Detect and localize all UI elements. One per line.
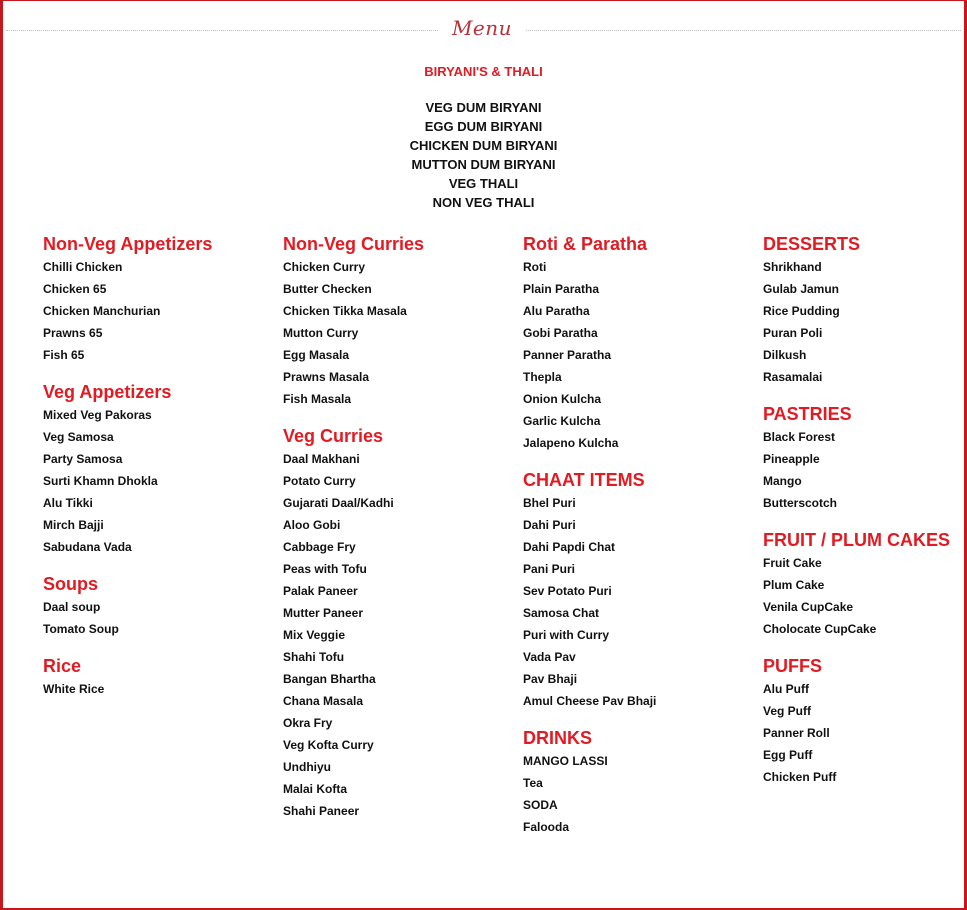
menu-item: Tomato Soup (43, 622, 119, 636)
menu-item: Undhiyu (283, 760, 331, 774)
section-title: CHAAT ITEMS (523, 470, 645, 490)
menu-item: Vada Pav (523, 650, 576, 664)
featured-item: MUTTON DUM BIRYANI (411, 157, 556, 172)
menu-item: Dahi Papdi Chat (523, 540, 616, 554)
menu-item: Bhel Puri (523, 496, 576, 510)
menu-item: Mirch Bajji (43, 518, 104, 532)
menu-item: Plain Paratha (523, 282, 600, 296)
menu-item: Mixed Veg Pakoras (43, 408, 152, 422)
menu-title: Menu (451, 16, 513, 40)
section-title: FRUIT / PLUM CAKES (763, 530, 950, 550)
menu-item: Aloo Gobi (283, 518, 341, 532)
section-item-list (763, 426, 963, 514)
menu-column-4 (763, 232, 963, 802)
menu-section (43, 572, 263, 640)
section-title: Veg Appetizers (43, 382, 172, 402)
menu-section (763, 528, 963, 640)
menu-item: Venila CupCake (763, 600, 854, 614)
menu-item: Chicken Manchurian (43, 304, 161, 318)
menu-item: Pineapple (763, 452, 820, 466)
featured-title: BIRYANI'S & THALI (424, 64, 543, 79)
menu-item: Rasamalai (763, 370, 823, 384)
section-item-list (283, 448, 503, 822)
menu-section (523, 468, 743, 712)
menu-item: Panner Roll (763, 726, 830, 740)
menu-item: Party Samosa (43, 452, 123, 466)
menu-item: Mutton Curry (283, 326, 359, 340)
menu-item: Pani Puri (523, 562, 576, 576)
menu-item: Cholocate CupCake (763, 622, 877, 636)
menu-item: Sabudana Vada (43, 540, 132, 554)
menu-item: Jalapeno Kulcha (523, 436, 619, 450)
menu-item: Alu Puff (763, 682, 809, 696)
menu-item: Shahi Tofu (283, 650, 345, 664)
menu-column-3 (523, 232, 743, 852)
menu-item: Veg Samosa (43, 430, 114, 444)
menu-item: Gobi Paratha (523, 326, 598, 340)
menu-item: Surti Khamn Dhokla (43, 474, 158, 488)
header-divider-left (6, 30, 438, 31)
menu-item: Shahi Paneer (283, 804, 360, 818)
section-title: Rice (43, 656, 82, 676)
section-item-list (523, 256, 743, 454)
menu-item: Daal soup (43, 600, 101, 614)
menu-item: Fish 65 (43, 348, 85, 362)
section-title: PUFFS (763, 656, 823, 676)
menu-column-1 (43, 232, 263, 714)
featured-item: VEG DUM BIRYANI (425, 100, 542, 115)
menu-item: Chicken Puff (763, 770, 837, 784)
menu-item: Chilli Chicken (43, 260, 123, 274)
menu-item: Shrikhand (763, 260, 822, 274)
section-title: Non-Veg Appetizers (43, 234, 213, 254)
menu-item: Veg Puff (763, 704, 812, 718)
menu-item: Daal Makhani (283, 452, 360, 466)
menu-section (283, 424, 503, 822)
section-item-list (523, 750, 743, 838)
menu-column-2 (283, 232, 503, 836)
featured-list (0, 98, 967, 212)
menu-item: Prawns 65 (43, 326, 103, 340)
menu-item: Prawns Masala (283, 370, 370, 384)
featured-item: CHICKEN DUM BIRYANI (409, 138, 558, 153)
menu-section (523, 726, 743, 838)
section-item-list (523, 492, 743, 712)
menu-item: Cabbage Fry (283, 540, 356, 554)
section-title: Veg Curries (283, 426, 384, 446)
menu-header (6, 14, 961, 44)
menu-item: Palak Paneer (283, 584, 358, 598)
menu-section (43, 232, 263, 366)
menu-item: Tea (523, 776, 543, 790)
menu-item: Samosa Chat (523, 606, 600, 620)
menu-item: Alu Tikki (43, 496, 93, 510)
menu-item: Onion Kulcha (523, 392, 601, 406)
menu-item: Sev Potato Puri (523, 584, 612, 598)
menu-item: Mango (763, 474, 802, 488)
menu-item: SODA (523, 798, 558, 812)
section-item-list (43, 596, 263, 640)
menu-item: Plum Cake (763, 578, 825, 592)
section-item-list (43, 404, 263, 558)
menu-section (523, 232, 743, 454)
featured-item: EGG DUM BIRYANI (424, 119, 543, 134)
menu-item: Black Forest (763, 430, 836, 444)
section-title: DRINKS (523, 728, 593, 748)
section-item-list (763, 552, 963, 640)
section-item-list (43, 256, 263, 366)
menu-item: Potato Curry (283, 474, 356, 488)
menu-item: Fruit Cake (763, 556, 822, 570)
menu-item: Panner Paratha (523, 348, 612, 362)
menu-item: Butterscotch (763, 496, 838, 510)
section-item-list (43, 678, 263, 700)
menu-item: White Rice (43, 682, 105, 696)
menu-item: Puran Poli (763, 326, 823, 340)
menu-item: Gujarati Daal/Kadhi (283, 496, 394, 510)
menu-item: Dilkush (763, 348, 807, 362)
menu-item: Egg Masala (283, 348, 350, 362)
menu-section (283, 232, 503, 410)
menu-item: Egg Puff (763, 748, 813, 762)
menu-item: Fish Masala (283, 392, 352, 406)
menu-item: Chana Masala (283, 694, 364, 708)
menu-item: Chicken Tikka Masala (283, 304, 407, 318)
menu-item: Mix Veggie (283, 628, 346, 642)
featured-section (0, 62, 967, 212)
featured-item: NON VEG THALI (432, 195, 535, 210)
menu-item: Mutter Paneer (283, 606, 364, 620)
menu-section (763, 402, 963, 514)
section-title: DESSERTS (763, 234, 861, 254)
menu-item: Bangan Bhartha (283, 672, 376, 686)
menu-item: Amul Cheese Pav Bhaji (523, 694, 657, 708)
menu-item: Chicken 65 (43, 282, 107, 296)
menu-item: Falooda (523, 820, 570, 834)
menu-item: Rice Pudding (763, 304, 840, 318)
menu-item: Garlic Kulcha (523, 414, 601, 428)
menu-section (763, 654, 963, 788)
section-item-list (763, 678, 963, 788)
menu-section (43, 380, 263, 558)
menu-item: Alu Paratha (523, 304, 590, 318)
section-title: Non-Veg Curries (283, 234, 425, 254)
section-item-list (763, 256, 963, 388)
menu-item: Puri with Curry (523, 628, 610, 642)
menu-item: Thepla (523, 370, 562, 384)
menu-item: Roti (523, 260, 547, 274)
section-title: Roti & Paratha (523, 234, 648, 254)
header-divider-right (526, 30, 961, 31)
section-title: Soups (43, 574, 99, 594)
section-item-list (283, 256, 503, 410)
menu-section (763, 232, 963, 388)
menu-item: Peas with Tofu (283, 562, 367, 576)
menu-item: Malai Kofta (283, 782, 348, 796)
section-title: PASTRIES (763, 404, 852, 424)
menu-section (43, 654, 263, 700)
menu-item: Gulab Jamun (763, 282, 840, 296)
menu-item: Dahi Puri (523, 518, 576, 532)
menu-item: MANGO LASSI (523, 754, 608, 768)
menu-item: Pav Bhaji (523, 672, 578, 686)
featured-item: VEG THALI (448, 176, 519, 191)
menu-item: Chicken Curry (283, 260, 366, 274)
menu-item: Butter Checken (283, 282, 372, 296)
menu-item: Veg Kofta Curry (283, 738, 374, 752)
menu-item: Okra Fry (283, 716, 333, 730)
